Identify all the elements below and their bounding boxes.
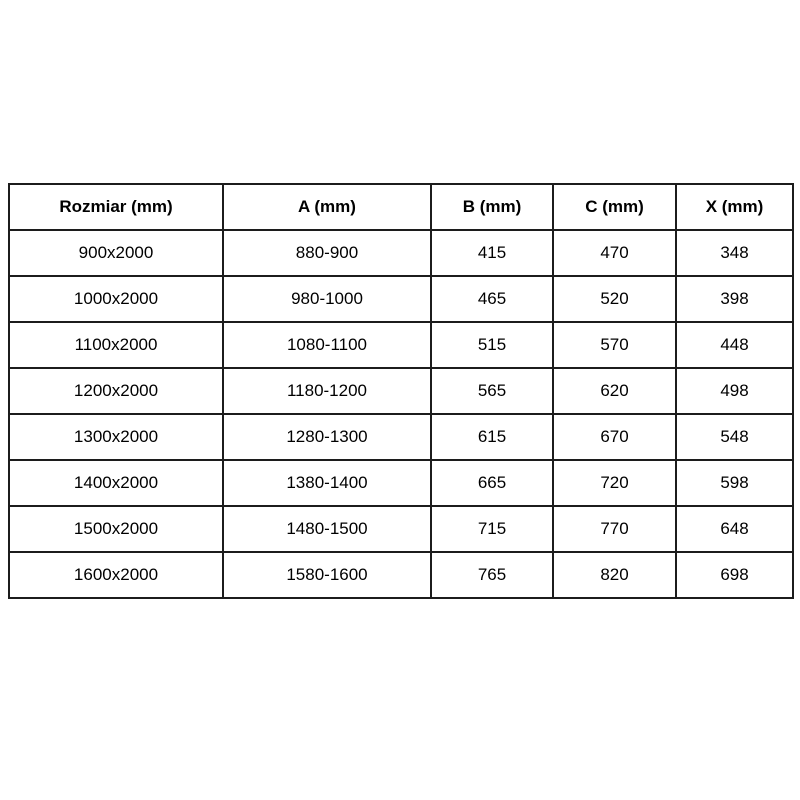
table-cell-b: 615 [431,414,553,460]
table-cell-x: 698 [676,552,793,598]
table-cell-c: 570 [553,322,676,368]
table-cell-rozmiar: 1500x2000 [9,506,223,552]
table-cell-b: 715 [431,506,553,552]
table-cell-rozmiar: 900x2000 [9,230,223,276]
table-cell-c: 520 [553,276,676,322]
table-cell-a: 1580-1600 [223,552,431,598]
table-cell-a: 1480-1500 [223,506,431,552]
table-cell-b: 515 [431,322,553,368]
table-cell-rozmiar: 1200x2000 [9,368,223,414]
table-cell-b: 765 [431,552,553,598]
table-cell-a: 980-1000 [223,276,431,322]
table-row [9,230,793,276]
table-row [9,322,793,368]
table-cell-c: 470 [553,230,676,276]
table-cell-x: 348 [676,230,793,276]
table-cell-c: 770 [553,506,676,552]
header-row [9,184,793,230]
table-cell-x: 548 [676,414,793,460]
table-cell-a: 1380-1400 [223,460,431,506]
table-cell-c: 820 [553,552,676,598]
table-row [9,506,793,552]
table-cell-a: 880-900 [223,230,431,276]
table-cell-x: 498 [676,368,793,414]
column-header-rozmiar: Rozmiar (mm) [9,184,223,230]
table-cell-rozmiar: 1400x2000 [9,460,223,506]
table-cell-b: 465 [431,276,553,322]
table-cell-rozmiar: 1600x2000 [9,552,223,598]
table-cell-a: 1280-1300 [223,414,431,460]
column-header-b: B (mm) [431,184,553,230]
table-cell-a: 1080-1100 [223,322,431,368]
table-cell-x: 648 [676,506,793,552]
column-header-x: X (mm) [676,184,793,230]
table-cell-rozmiar: 1000x2000 [9,276,223,322]
table-cell-rozmiar: 1100x2000 [9,322,223,368]
size-spec-table [8,183,794,599]
table-cell-a: 1180-1200 [223,368,431,414]
table-cell-c: 670 [553,414,676,460]
table-cell-x: 398 [676,276,793,322]
table-cell-c: 620 [553,368,676,414]
table-cell-b: 665 [431,460,553,506]
table-row [9,460,793,506]
table-cell-rozmiar: 1300x2000 [9,414,223,460]
table-row [9,276,793,322]
table-cell-b: 415 [431,230,553,276]
table-cell-b: 565 [431,368,553,414]
table-cell-c: 720 [553,460,676,506]
table-cell-x: 598 [676,460,793,506]
table-row [9,552,793,598]
table-cell-x: 448 [676,322,793,368]
table-row [9,414,793,460]
column-header-c: C (mm) [553,184,676,230]
table-row [9,368,793,414]
column-header-a: A (mm) [223,184,431,230]
